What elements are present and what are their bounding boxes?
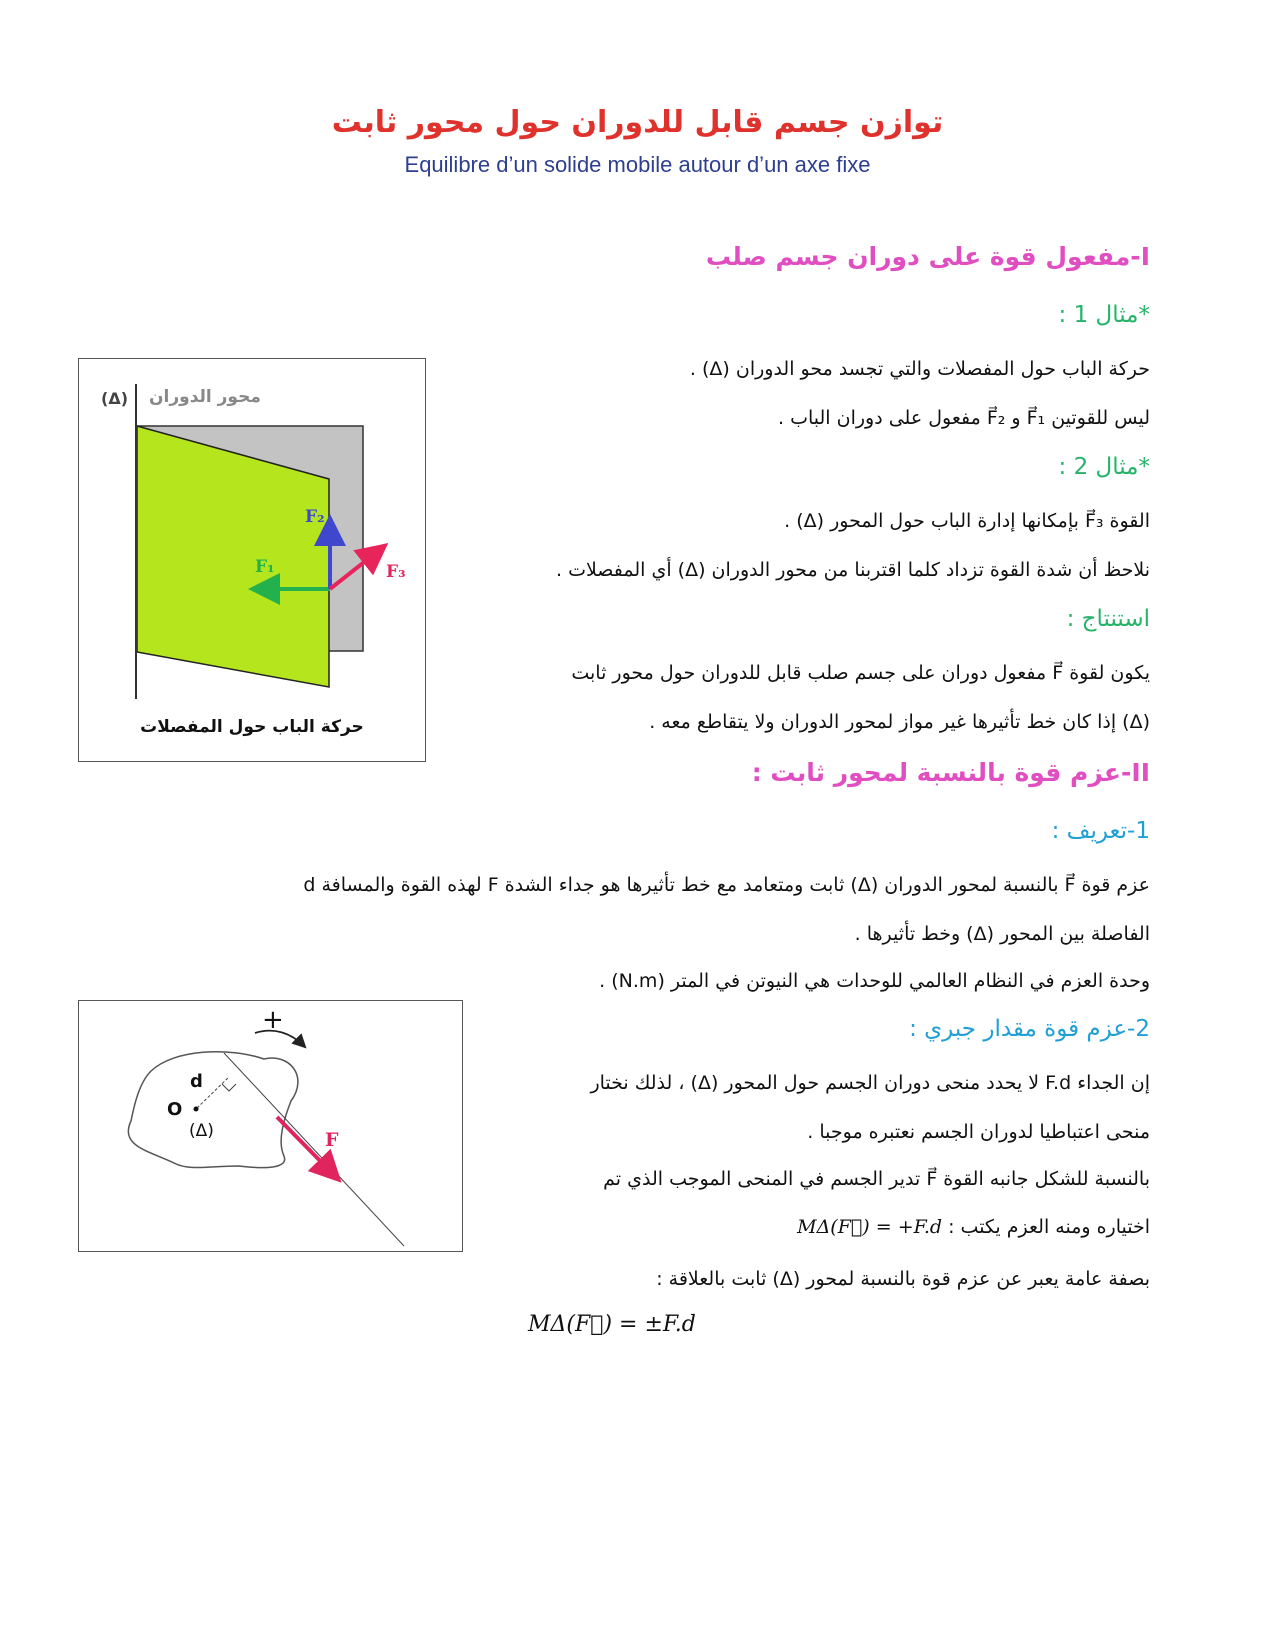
unit-line: وحدة العزم في النظام العالمي للوحدات هي النيوتن في المتر (N.m) . [599,970,1150,992]
example-2-heading: *مثال 2 : [1058,454,1150,480]
moment-positive-formula: MΔ(F⃗) = +F.d [797,1216,943,1238]
conclusion-line-2: (Δ) إذا كان خط تأثيرها غير مواز لمحور الدوران ولا يتقاطع معه . [649,711,1150,733]
algebraic-line-2: منحى اعتباطيا لدوران الجسم نعتبره موجبا . [807,1121,1150,1143]
definition-heading: 1-تعريف : [1051,818,1150,844]
example-2-line-2: نلاحظ أن شدة القوة تزداد كلما اقتربنا من محور الدوران (Δ) أي المفصلات . [555,559,1150,581]
general-moment-formula: MΔ(F⃗) = ±F.d [528,1312,696,1337]
definition-line-2: الفاصلة بين المحور (Δ) وخط تأثيرها . [854,923,1150,945]
algebraic-line-1: إن الجداء F.d لا يحدد منحى دوران الجسم حول المحور (Δ) ، لذلك نختار [590,1072,1150,1094]
moment-diagram [79,1001,462,1251]
example-2-line-1: القوة F⃗₃ بإمكانها إدارة الباب حول المحور (Δ) . [784,510,1150,532]
page-title: توازن جسم قابل للدوران حول محور ثابت [331,105,944,140]
algebraic-line-4 [797,1214,1150,1240]
moment-intro-text: اختياره ومنه العزم يكتب : [942,1216,1150,1238]
door-diagram [79,359,425,761]
moment-figure [78,1000,463,1252]
section-1-heading: I-مفعول قوة على دوران جسم صلب [705,242,1150,271]
axis-text-label: محور الدوران [149,387,261,407]
axis-delta-label: (Δ) [101,389,129,408]
right-angle-mark [222,1084,236,1091]
definition-line-1: عزم قوة F⃗ بالنسبة لمحور الدوران (Δ) ثابت ومتعامد مع خط تأثيرها هو جداء الشدة F لهذه القوة والمسافة d [303,874,1150,896]
algebraic-line-3: بالنسبة للشكل جانبه القوة F⃗ تدير الجسم في المنحى الموجب الذي تم [603,1168,1150,1190]
f1-label: F₁ [255,557,275,577]
force-f-label: F [325,1129,339,1151]
solid-body-outline [128,1052,298,1168]
general-line: بصفة عامة يعبر عن عزم قوة بالنسبة لمحور (Δ) ثابت بالعلاقة : [656,1268,1150,1290]
conclusion-line-1: يكون لقوة F⃗ مفعول دوران على جسم صلب قابل للدوران حول محور ثابت [571,662,1150,684]
plus-sign: + [262,1005,284,1035]
pivot-point [194,1107,199,1112]
example-1-line-1: حركة الباب حول المفصلات والتي تجسد محو الدوران (Δ) . [689,358,1150,380]
pivot-o-label: O [167,1099,183,1120]
axis-delta-label-2: (Δ) [189,1121,214,1141]
f3-label: F₃ [386,562,406,582]
conclusion-heading: استنتاج : [1066,606,1150,632]
example-1-heading: *مثال 1 : [1058,302,1150,328]
algebraic-heading: 2-عزم قوة مقدار جبري : [909,1016,1150,1042]
door-figure [78,358,426,762]
f2-label: F₂ [305,507,325,527]
line-of-action [224,1053,404,1246]
distance-d-label: d [190,1071,203,1092]
example-1-line-2: ليس للقوتين F⃗₁ و F⃗₂ مفعول على دوران الباب . [778,407,1150,429]
page-subtitle: Equilibre d’un solide mobile autour d’un axe fixe [404,152,871,177]
section-2-heading: II-عزم قوة بالنسبة لمحور ثابت : [751,758,1150,787]
door-figure-caption: حركة الباب حول المفصلات [140,717,364,737]
